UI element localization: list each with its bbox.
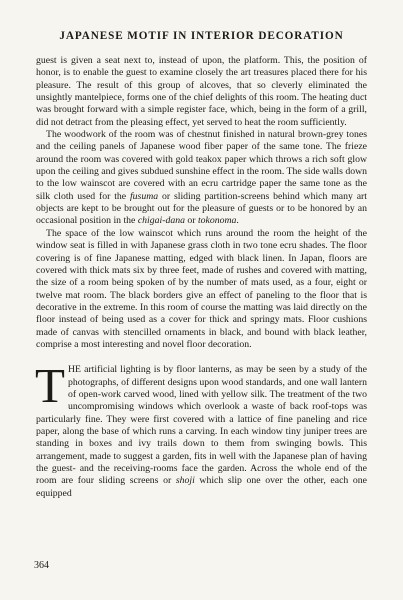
term-fusuma: fusuma bbox=[129, 190, 159, 202]
paragraph-4-text-b: which slip one over the other, each one equipped bbox=[36, 475, 367, 499]
term-shoji: shoji bbox=[175, 475, 195, 487]
paragraph-2 bbox=[36, 129, 367, 228]
paragraph-4-text: HE artificial lighting is by floor lanterns, as may be seen by a study of the photographs, of different designs upon wood standards, and one wall lantern of open-work carved wood, lined with yellow silk. The treatment of the two uncompromising windows which overlook a waste of back roof-tops was particularly fine. They were first covered with a lattice of fine paneling and rice paper, along the base of which runs a carving. In each window tiny juniper trees are standing in boxes and ivy trails down to them from swinging bowls. This arrangement, made to suggest a garden, fits in well with the Japanese plan of having the guest- and the receiving-rooms face the garden. Across the whole end of the room are four sliding screens or bbox=[36, 364, 367, 487]
paragraph-2-text-d: . bbox=[236, 215, 239, 227]
paragraph-1: guest is given a seat next to, instead of upon, the platform. This, the position of honor, is to enable the guest to examine closely the art treasures placed there for his pleasure. The result of this group of alcoves, that so cleverly eliminated the unsightly mantelpiece, forms one of the chief delights of this room. The heating duct was brought forward with a simple register face, which, being in the form of a grill, did not detract from the pleasing effect, yet served to heat the room sufficiently. bbox=[36, 55, 367, 128]
paragraph-2-text-c: or bbox=[184, 215, 198, 227]
running-header: JAPANESE MOTIF IN INTERIOR DECORATION bbox=[59, 30, 344, 42]
paragraph-2-text-a: The woodwork of the room was of chestnut finished in natural brown-grey tones and the ceiling panels of Japanese wood fiber paper of the same tone. The frieze around the room was covered with gold teakox paper which throws a rich soft glow upon the ceiling and gives subdued sunshine effect in the room. The side walls down to the low wainscot are covered with an ecru cartridge paper the same tone as the silk cloth used for the bbox=[36, 129, 367, 202]
paragraph-3: The space of the low wainscot which runs around the room the height of the window seat is filled in with Japanese grass cloth in two tone ecru shades. The floor covering is of fine Japanese matting, edged with black linen. In Japan, floors are covered with thick mats six by three feet, made of rushes and covered with matting, the size of a room being spoken of by the number of mats used, as a four, eight or twelve mat room. The black borders give an effect of paneling to the floor that is decorative in the extreme. In this room of course the matting was laid directly on the floor instead of being used as a cover for thick and springy mats. Floor cushions made of canvas with stencilled ornaments in black, and bound with black leather, comprise a most interesting and novel floor decoration. bbox=[36, 227, 367, 350]
paragraph-4 bbox=[35, 358, 367, 500]
term-tokonoma: tokonoma bbox=[197, 215, 237, 227]
drop-cap-letter: T bbox=[35, 358, 65, 414]
page-number: 364 bbox=[34, 560, 49, 571]
paragraph-2-text-b: or sliding partition-screens behind which many art objects are kept to be brought out for the pleasure of guests or to be honored by an occasional position in the bbox=[36, 190, 368, 227]
term-chigai-dana: chigai-dana bbox=[137, 215, 185, 227]
